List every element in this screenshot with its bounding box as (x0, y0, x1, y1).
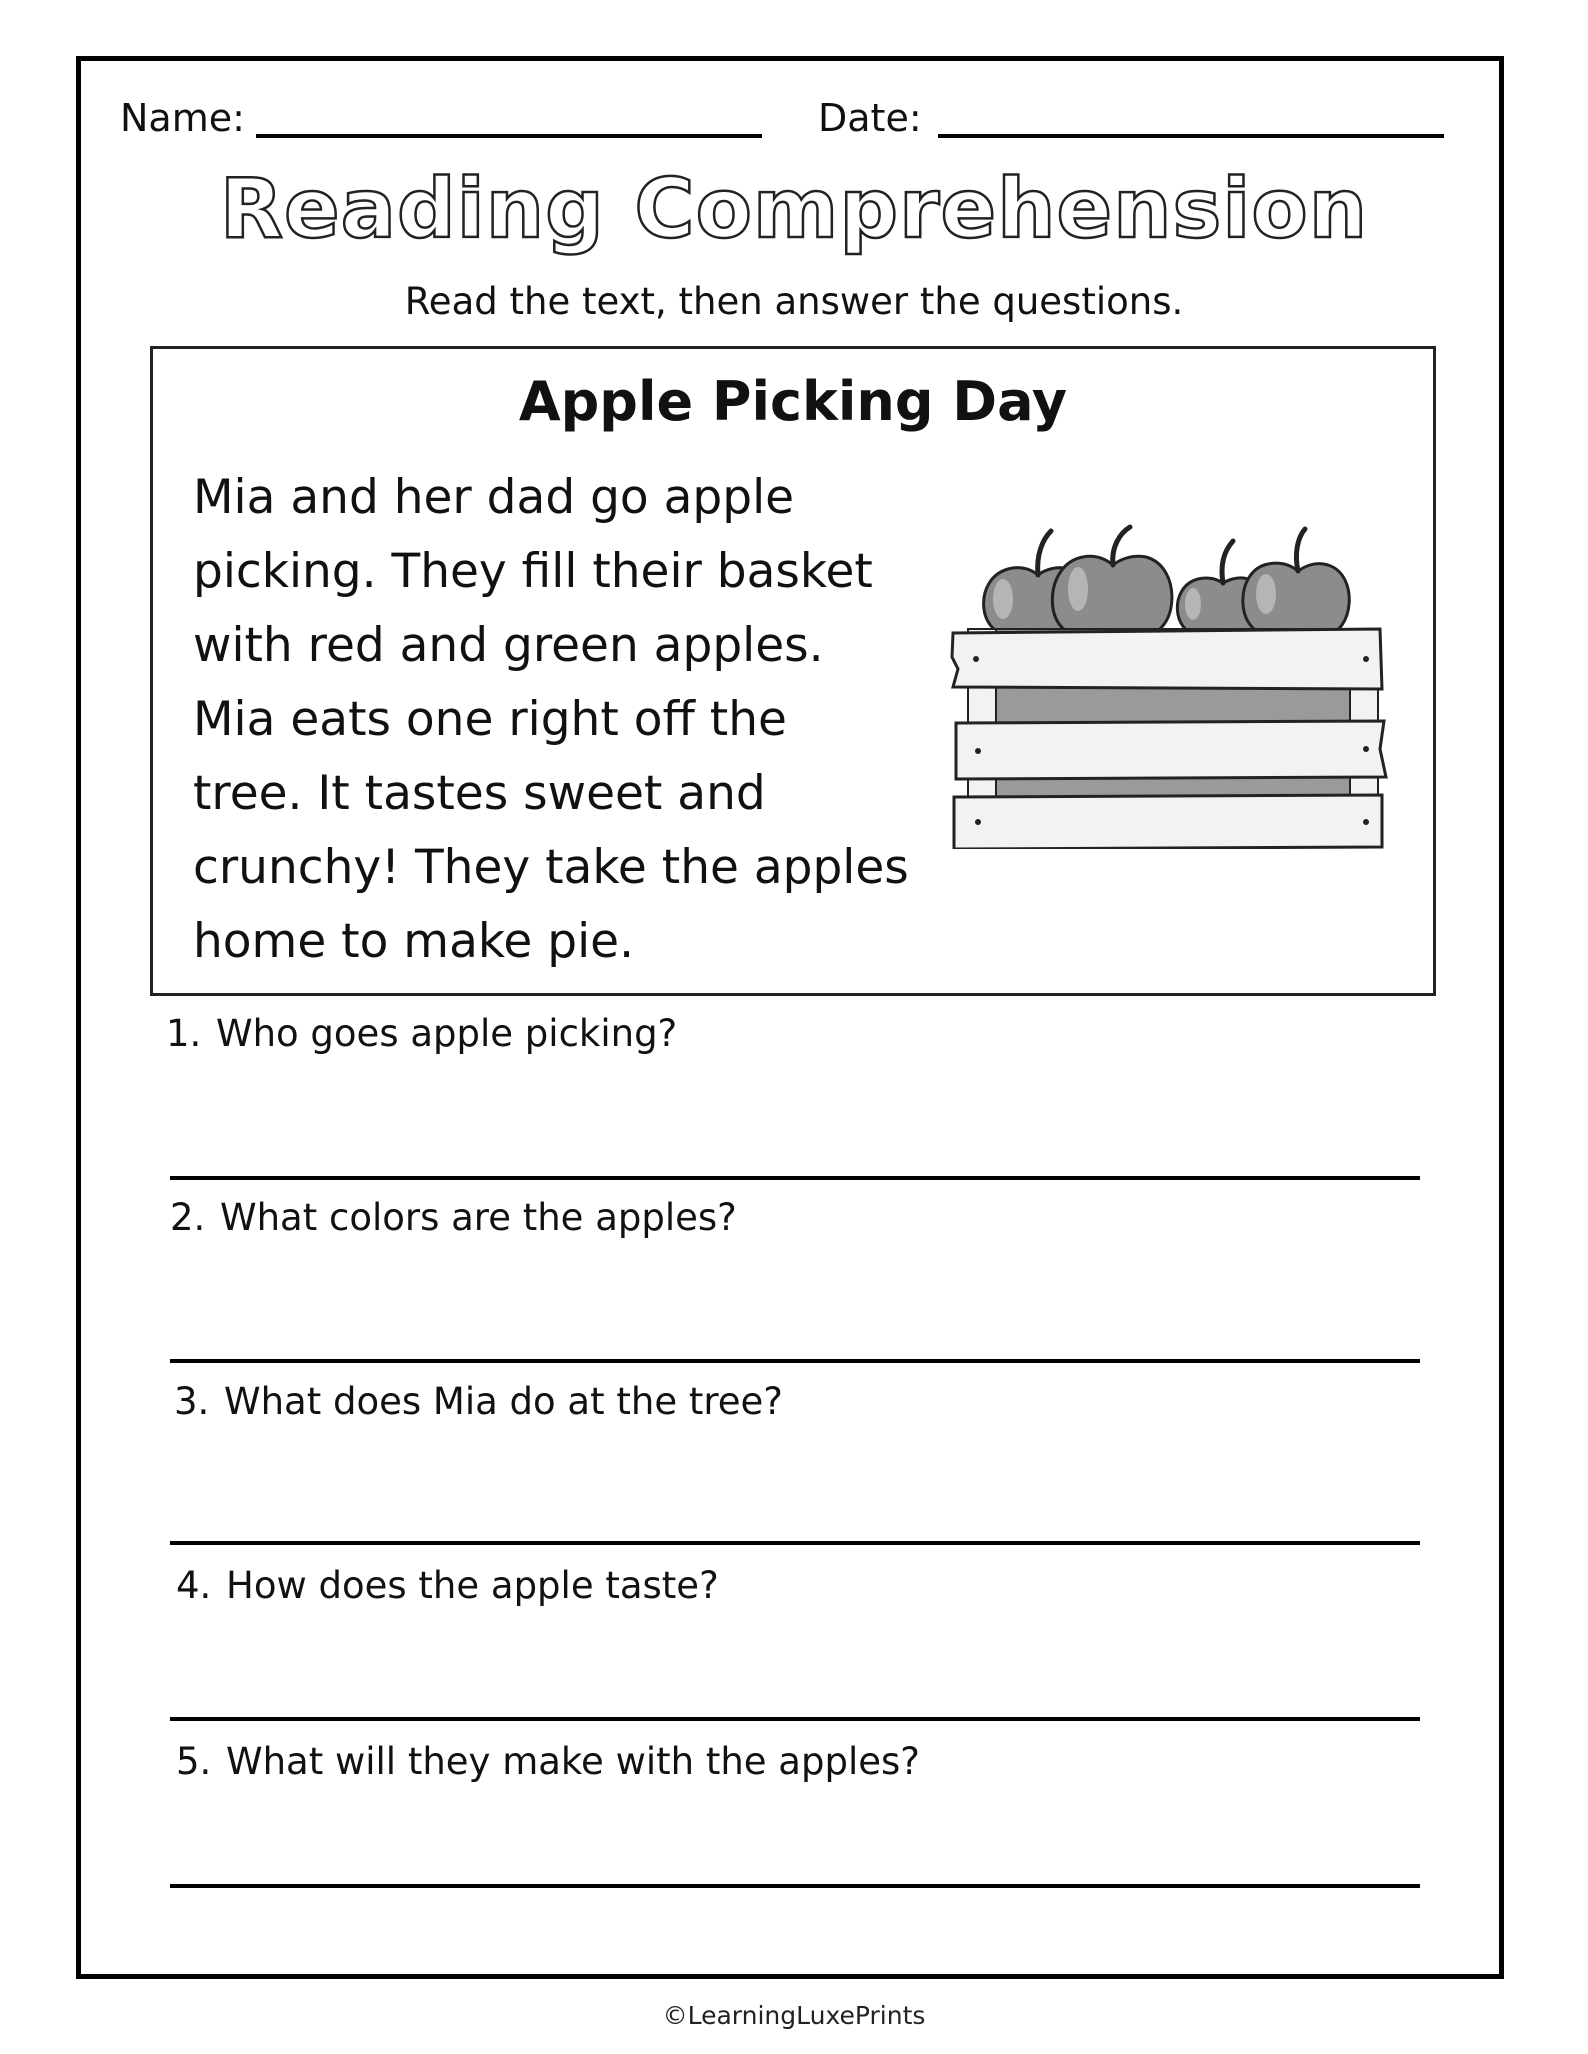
apple-crate-icon (948, 509, 1398, 849)
story-title: Apple Picking Day (518, 370, 1068, 433)
story-box (150, 346, 1436, 996)
question-number: 4. (176, 1564, 212, 1607)
story-line: Mia and her dad go apple (193, 470, 795, 525)
answer-line-2[interactable] (170, 1359, 1420, 1363)
question-text: What will they make with the apples? (226, 1740, 920, 1783)
question-5 (176, 1740, 920, 1784)
story-line: Mia eats one right off the (193, 692, 787, 747)
question-number: 5. (176, 1740, 212, 1783)
name-label: Name: (120, 96, 245, 140)
story-line: picking. They fill their basket (193, 544, 873, 599)
story-text (193, 461, 973, 979)
question-2 (170, 1196, 737, 1240)
story-line: home to make pie. (193, 914, 635, 969)
question-3 (174, 1380, 783, 1424)
date-field-line[interactable] (938, 134, 1444, 138)
question-text: How does the apple taste? (226, 1564, 719, 1607)
question-number: 3. (174, 1380, 210, 1423)
story-line: with red and green apples. (193, 618, 824, 673)
page-title: Reading Comprehension (219, 162, 1369, 257)
date-label: Date: (818, 96, 922, 140)
story-line: tree. It tastes sweet and (193, 766, 766, 821)
question-number: 1. (166, 1012, 202, 1055)
copyright-footer: ©LearningLuxePrints (662, 2001, 926, 2030)
answer-line-1[interactable] (170, 1176, 1420, 1180)
question-number: 2. (170, 1196, 206, 1239)
question-text: Who goes apple picking? (216, 1012, 678, 1055)
question-4 (176, 1564, 719, 1608)
question-text: What does Mia do at the tree? (224, 1380, 783, 1423)
answer-line-3[interactable] (170, 1541, 1420, 1545)
question-1 (166, 1012, 677, 1056)
story-line: crunchy! They take the apples (193, 840, 909, 895)
answer-line-5[interactable] (170, 1884, 1420, 1888)
answer-line-4[interactable] (170, 1717, 1420, 1721)
instructions-text: Read the text, then answer the questions. (404, 280, 1184, 323)
name-field-line[interactable] (256, 134, 762, 138)
question-text: What colors are the apples? (220, 1196, 737, 1239)
